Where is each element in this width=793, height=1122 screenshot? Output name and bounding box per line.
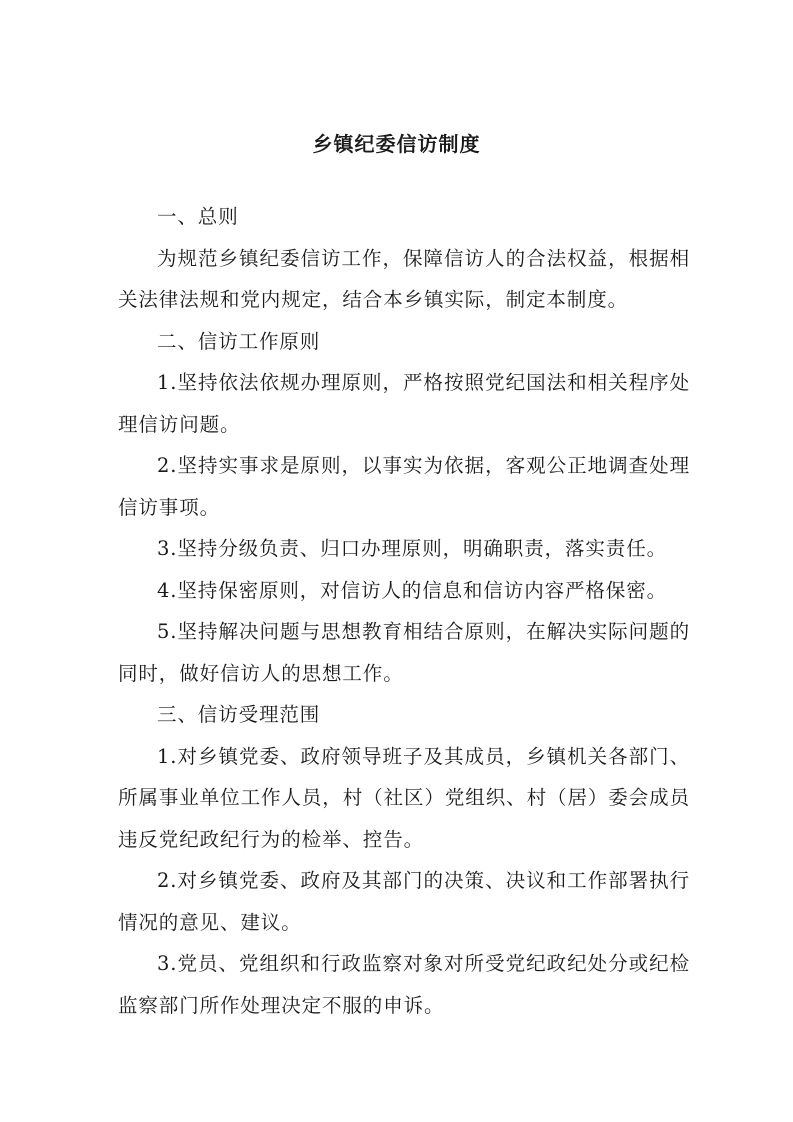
principle-item-4: 4.坚持保密原则，对信访人的信息和信访内容严格保密。 [157,578,668,602]
principle-item-3: 3.坚持分级负责、归口办理原则，明确职责，落实责任。 [157,537,668,560]
paragraph-purpose: 为规范乡镇纪委信访工作，保障信访人的合法权益，根据相关法律法规和党内规定，结合本乡镇实际，制定本制度。 [118,246,690,311]
page-title: 乡镇纪委信访制度 [312,132,481,156]
section-heading-general: 一、总则 [157,205,239,228]
scope-item-2: 2.对乡镇党委、政府及其部门的决策、决议和工作部署执行情况的意见、建议。 [118,869,690,934]
section-heading-principles: 二、信访工作原则 [157,329,321,353]
principle-item-1: 1.坚持依法依规办理原则，严格按照党纪国法和相关程序处理信访问题。 [118,371,690,436]
scope-item-1: 1.对乡镇党委、政府领导班子及其成员，乡镇机关各部门、所属事业单位工作人员，村（社区）党组织、村（居）委会成员违反党纪政纪行为的检举、控告。 [118,744,690,851]
principle-item-5: 5.坚持解决问题与思想教育相结合原则，在解决实际问题的同时，做好信访人的思想工作。 [118,620,690,685]
principle-item-2: 2.坚持实事求是原则，以事实为依据，客观公正地调查处理信访事项。 [118,454,690,519]
section-heading-scope: 三、信访受理范围 [157,703,321,726]
document-body [118,196,690,1026]
scope-item-3: 3.党员、党组织和行政监察对象对所受党纪政纪处分或纪检监察部门所作处理决定不服的申诉。 [118,952,690,1017]
